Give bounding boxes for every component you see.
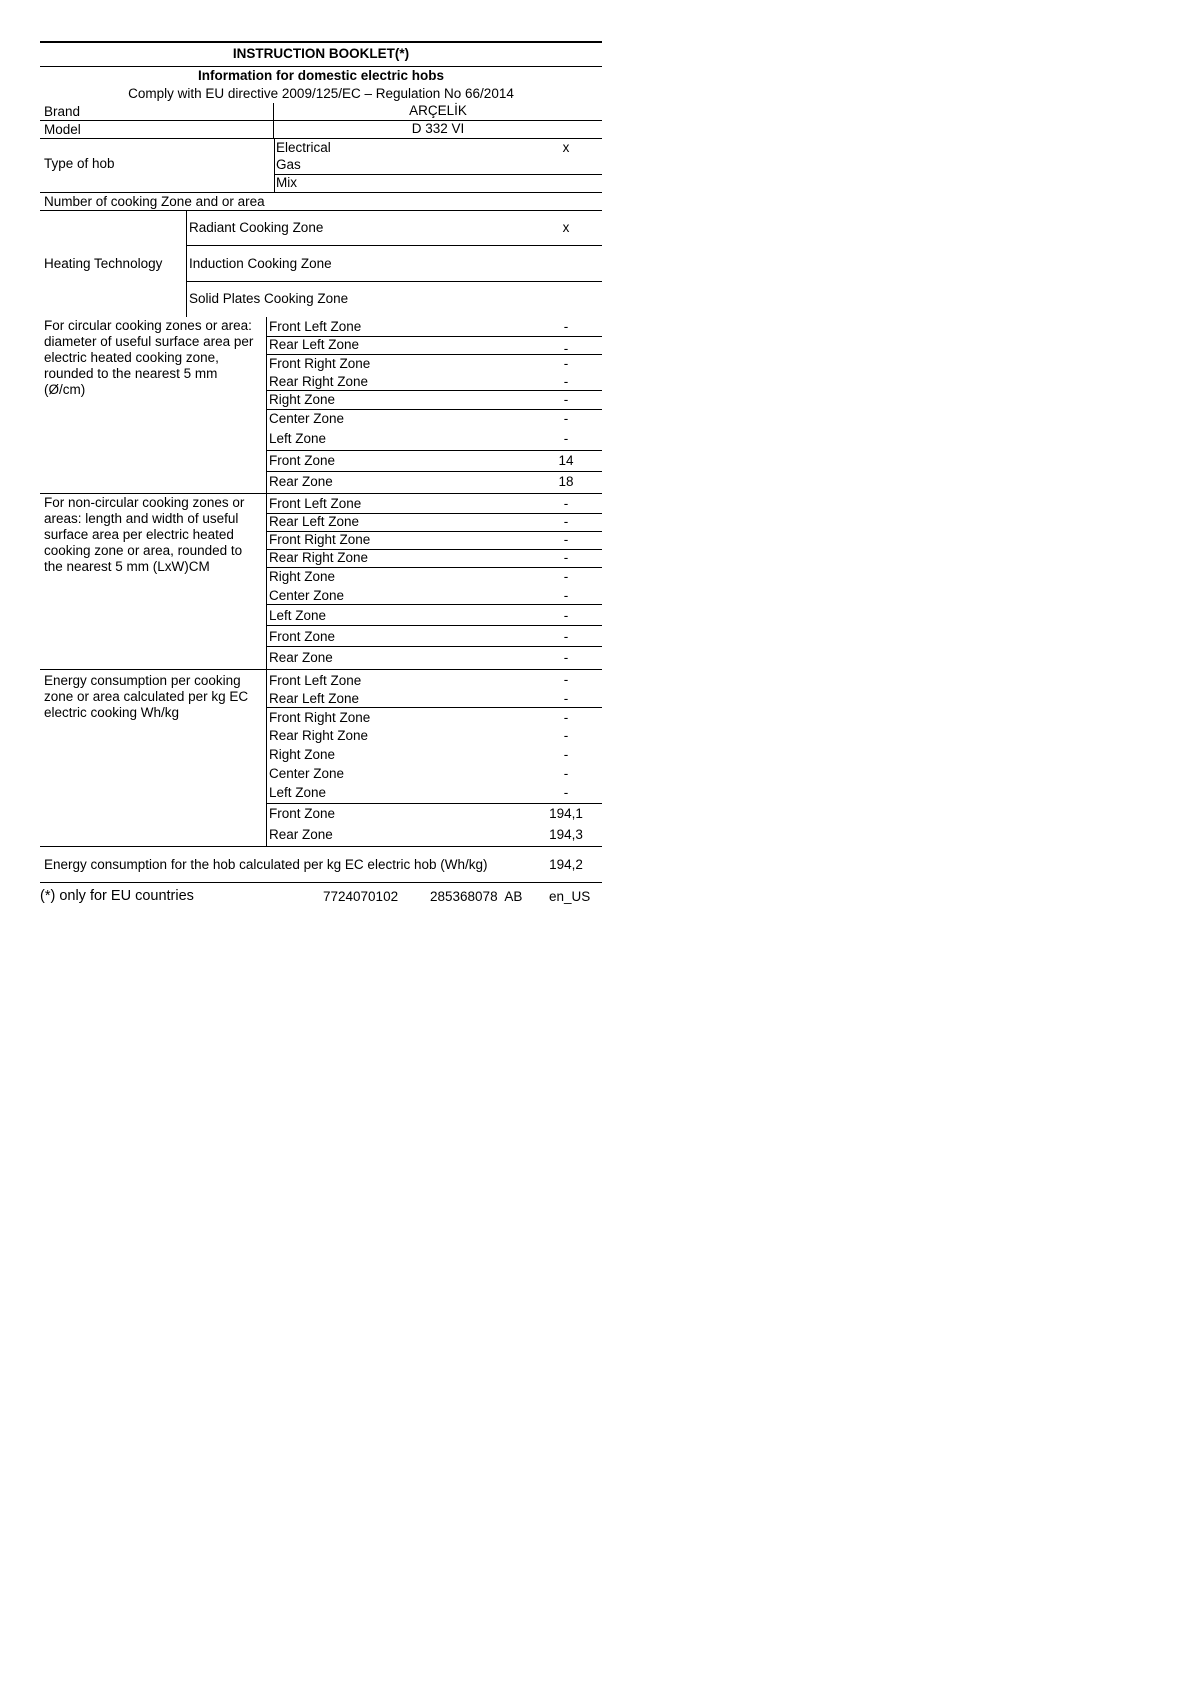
- energy-label: Energy consumption per cooking zone or area calculated per kg EC electric cooking Wh/kg: [44, 673, 249, 720]
- heating-radiant-mark: x: [562, 220, 570, 235]
- zones-count-label: Number of cooking Zone and or area: [44, 194, 265, 209]
- noncircular-zone: Rear Left Zone: [269, 514, 360, 529]
- energy-zone: Rear Right Zone: [269, 728, 369, 743]
- circular-zone: Rear Zone: [269, 474, 333, 489]
- energy-zone: Front Zone: [269, 806, 336, 821]
- hob-energy-value: 194,2: [549, 857, 583, 872]
- divider: [266, 707, 602, 708]
- booklet-title: INSTRUCTION BOOKLET(*): [232, 46, 410, 61]
- divider: [266, 471, 602, 472]
- divider: [266, 625, 602, 626]
- hob-energy-label: Energy consumption for the hob calculated per kg EC electric hob (Wh/kg): [44, 857, 488, 872]
- noncircular-value: -: [563, 550, 569, 565]
- hob-type-electrical-mark: x: [562, 140, 570, 155]
- divider: [186, 210, 187, 317]
- divider: [266, 803, 602, 804]
- hob-type-gas: Gas: [276, 157, 301, 172]
- energy-value: -: [563, 747, 569, 762]
- hob-type-label: Type of hob: [44, 156, 115, 171]
- noncircular-zone: Front Right Zone: [269, 532, 371, 547]
- hob-type-mix: Mix: [276, 175, 297, 190]
- noncircular-zone: Rear Right Zone: [269, 550, 369, 565]
- hob-type-electrical: Electrical: [276, 140, 331, 155]
- noncircular-value: -: [563, 608, 569, 623]
- footer-code-2: 285368078 AB: [430, 889, 523, 904]
- divider: [266, 567, 602, 568]
- circular-value: -: [563, 319, 569, 334]
- noncircular-value: -: [563, 569, 569, 584]
- brand-value: ARÇELİK: [409, 103, 467, 118]
- circular-value: -: [563, 431, 569, 446]
- circular-zone: Front Left Zone: [269, 319, 362, 334]
- model-label: Model: [44, 122, 81, 137]
- circular-zone: Rear Right Zone: [269, 374, 369, 389]
- circular-value: 18: [558, 474, 574, 489]
- energy-zone: Rear Zone: [269, 827, 333, 842]
- divider: [266, 450, 602, 451]
- noncircular-zone: Front Left Zone: [269, 496, 362, 511]
- divider: [40, 66, 602, 67]
- heating-induction: Induction Cooking Zone: [189, 256, 332, 271]
- circular-zone: Rear Left Zone: [269, 337, 360, 352]
- energy-value: -: [563, 691, 569, 706]
- booklet-subtitle: Information for domestic electric hobs: [197, 68, 445, 83]
- section-divider: [40, 882, 602, 883]
- footer-code-1: 7724070102: [323, 889, 399, 904]
- circular-zone: Left Zone: [269, 431, 327, 446]
- heating-solid-plates: Solid Plates Cooking Zone: [189, 291, 349, 306]
- divider: [274, 174, 602, 175]
- divider: [40, 210, 602, 211]
- divider: [266, 409, 602, 410]
- divider: [266, 604, 602, 605]
- noncircular-zone: Right Zone: [269, 569, 336, 584]
- circular-zone: Front Right Zone: [269, 356, 371, 371]
- footer-locale: en_US: [549, 889, 591, 904]
- circular-value: -: [563, 374, 569, 389]
- section-divider: [40, 669, 602, 670]
- noncircular-zone: Center Zone: [269, 588, 345, 603]
- circular-value: -: [563, 392, 569, 407]
- circular-label: For circular cooking zones or area: diameter of useful surface area per electric heated cooking zone, rounded to the nearest 5 mm (Ø/cm): [44, 318, 254, 397]
- directive-text: Comply with EU directive 2009/125/EC – Regulation No 66/2014: [128, 86, 514, 101]
- section-divider: [40, 846, 602, 847]
- energy-value: 194,1: [549, 806, 583, 821]
- divider: [186, 281, 602, 282]
- heating-radiant: Radiant Cooking Zone: [189, 220, 324, 235]
- energy-value: -: [563, 785, 569, 800]
- divider: [186, 245, 602, 246]
- noncircular-zone: Front Zone: [269, 629, 336, 644]
- divider: [40, 192, 602, 193]
- noncircular-label: For non-circular cooking zones or areas: length and width of useful surface area per electric heated cooking zone or area, rounded to the nearest 5 mm (LxW)CM: [44, 495, 245, 574]
- circular-zone: Front Zone: [269, 453, 336, 468]
- circular-zone: Center Zone: [269, 411, 345, 426]
- energy-zone: Front Left Zone: [269, 673, 362, 688]
- noncircular-zone: Left Zone: [269, 608, 327, 623]
- model-value: D 332 VI: [411, 121, 465, 136]
- noncircular-zone: Rear Zone: [269, 650, 333, 665]
- circular-zone: Right Zone: [269, 392, 336, 407]
- noncircular-value: -: [563, 514, 569, 529]
- noncircular-value: -: [563, 532, 569, 547]
- noncircular-value: -: [563, 588, 569, 603]
- circular-value: -: [563, 411, 569, 426]
- brand-label: Brand: [44, 104, 81, 119]
- noncircular-value: -: [563, 650, 569, 665]
- circular-value: -: [563, 356, 569, 371]
- circular-value: -: [563, 341, 569, 356]
- divider: [266, 390, 602, 391]
- energy-zone: Rear Left Zone: [269, 691, 360, 706]
- noncircular-value: -: [563, 629, 569, 644]
- energy-zone: Center Zone: [269, 766, 345, 781]
- footer-note: (*) only for EU countries: [40, 888, 194, 904]
- divider: [274, 138, 275, 192]
- divider: [40, 138, 602, 139]
- circular-value: 14: [558, 453, 574, 468]
- top-rule: [40, 41, 602, 43]
- section-divider: [40, 493, 602, 494]
- divider: [266, 646, 602, 647]
- energy-value: -: [563, 710, 569, 725]
- noncircular-value: -: [563, 496, 569, 511]
- energy-value: 194,3: [549, 827, 583, 842]
- heating-label: Heating Technology: [44, 256, 163, 271]
- energy-value: -: [563, 766, 569, 781]
- energy-value: -: [563, 728, 569, 743]
- divider: [266, 317, 267, 846]
- energy-zone: Left Zone: [269, 785, 327, 800]
- energy-zone: Front Right Zone: [269, 710, 371, 725]
- energy-zone: Right Zone: [269, 747, 336, 762]
- energy-value: -: [563, 672, 569, 687]
